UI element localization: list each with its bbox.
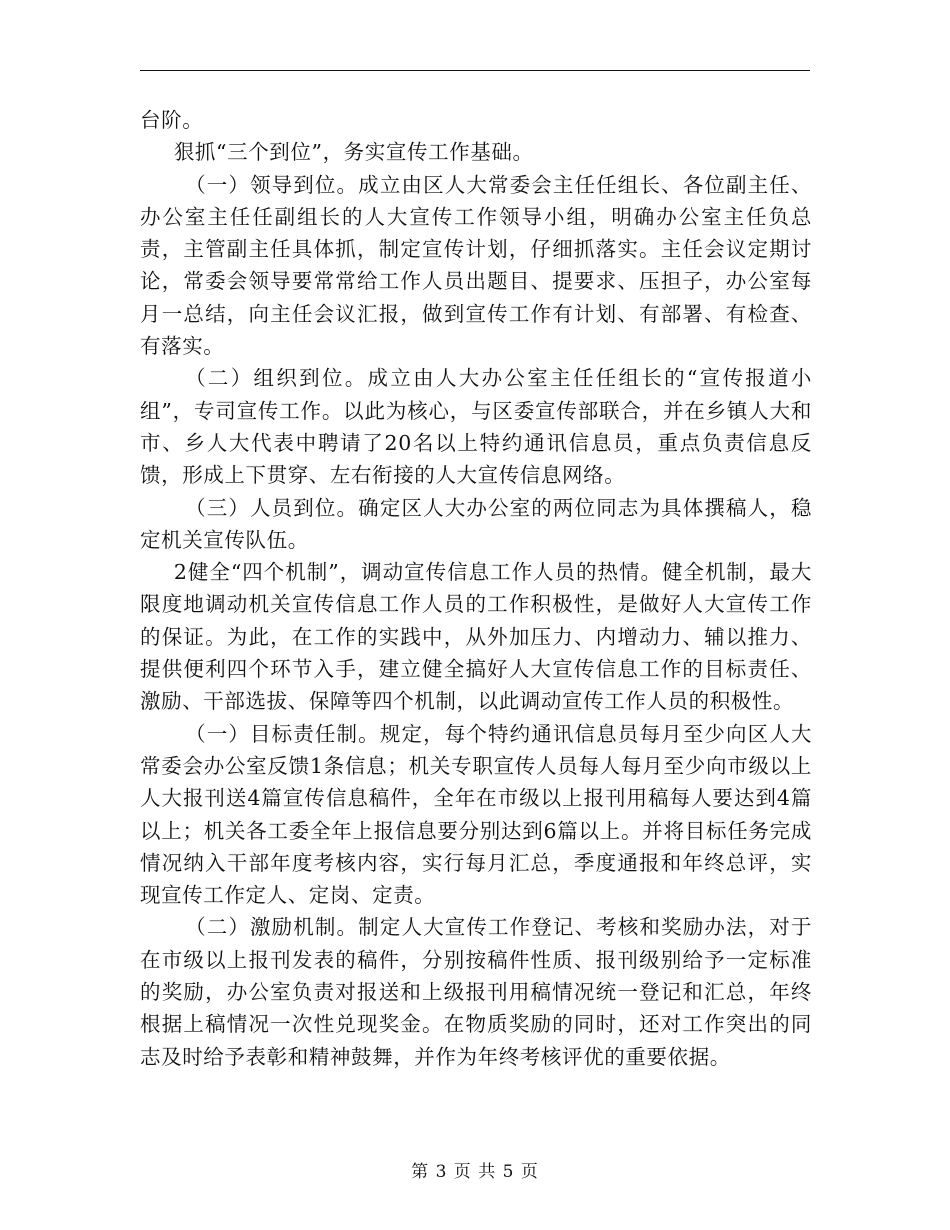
paragraph: （一）领导到位。成立由区人大常委会主任任组长、各位副主任、办公室主任任副组长的人大宣传工作领导小组，明确办公室主任负总责，主管副主任具体抓，制定宣传计划，仔细抓落实。主任会议定期讨论，常委会领导要常常给工作人员出题目、提要求、压担子，办公室每月一总结，向主任会议汇报，做到宣传工作有计划、有部署、有检查、有落实。 xyxy=(140,172,812,359)
paragraph: 2健全“四个机制”，调动宣传信息工作人员的热情。健全机制，最大限度地调动机关宣传信息工作人员的工作积极性，是做好人大宣传工作的保证。为此，在工作的实践中，从外加压力、内增动力、辅以推力、提供便利四个环节入手，建立健全搞好人大宣传信息工作的目标责任、激励、干部选拔、保障等四个机制，以此调动宣传工作人员的积极性。 xyxy=(140,560,812,714)
paragraph: 狠抓“三个到位”，务实宣传工作基础。 xyxy=(173,140,534,165)
page-footer xyxy=(0,1157,950,1182)
footer-page-number: 3 xyxy=(435,1162,448,1182)
header-rule xyxy=(140,70,810,71)
footer-suffix: 页 xyxy=(520,1162,539,1182)
paragraph: 台阶。 xyxy=(140,108,204,132)
footer-middle: 页 共 xyxy=(453,1162,497,1182)
paragraph: （二）激励机制。制定人大宣传工作登记、考核和奖励办法，对于在市级以上报刊发表的稿件，分别按稿件性质、报刊级别给予一定标准的奖励，办公室负责对报送和上级报刊用稿情况统一登记和汇总，年终根据上稿情况一次性兑现奖金。在物质奖励的同时，还对工作突出的同志及时给予表彰和精神鼓舞，并作为年终考核评优的重要依据。 xyxy=(140,915,812,1069)
paragraph: （三）人员到位。确定区人大办公室的两位同志为具体撰稿人，稳定机关宣传队伍。 xyxy=(140,495,812,552)
paragraph: （二）组织到位。成立由人大办公室主任任组长的“宣传报道小组”，专司宣传工作。以此为核心，与区委宣传部联合，并在乡镇人大和市、乡人大代表中聘请了20名以上特约通讯信息员，重点负责信息反馈，形成上下贯穿、左右衔接的人大宣传信息网络。 xyxy=(140,366,812,488)
paragraph: （一）目标责任制。规定，每个特约通讯信息员每月至少向区人大常委会办公室反馈1条信息；机关专职宣传人员每人每月至少向市级以上人大报刊送4篇宣传信息稿件，全年在市级以上报刊用稿每人要达到4篇以上；机关各工委全年上报信息要分别达到6篇以上。并将目标任务完成情况纳入干部年度考核内容，实行每月汇总，季度通报和年终总评，实现宣传工作定人、定岗、定责。 xyxy=(140,721,812,908)
footer-prefix: 第 xyxy=(411,1162,430,1182)
document-body xyxy=(140,104,812,1073)
footer-total-pages: 5 xyxy=(502,1162,515,1182)
